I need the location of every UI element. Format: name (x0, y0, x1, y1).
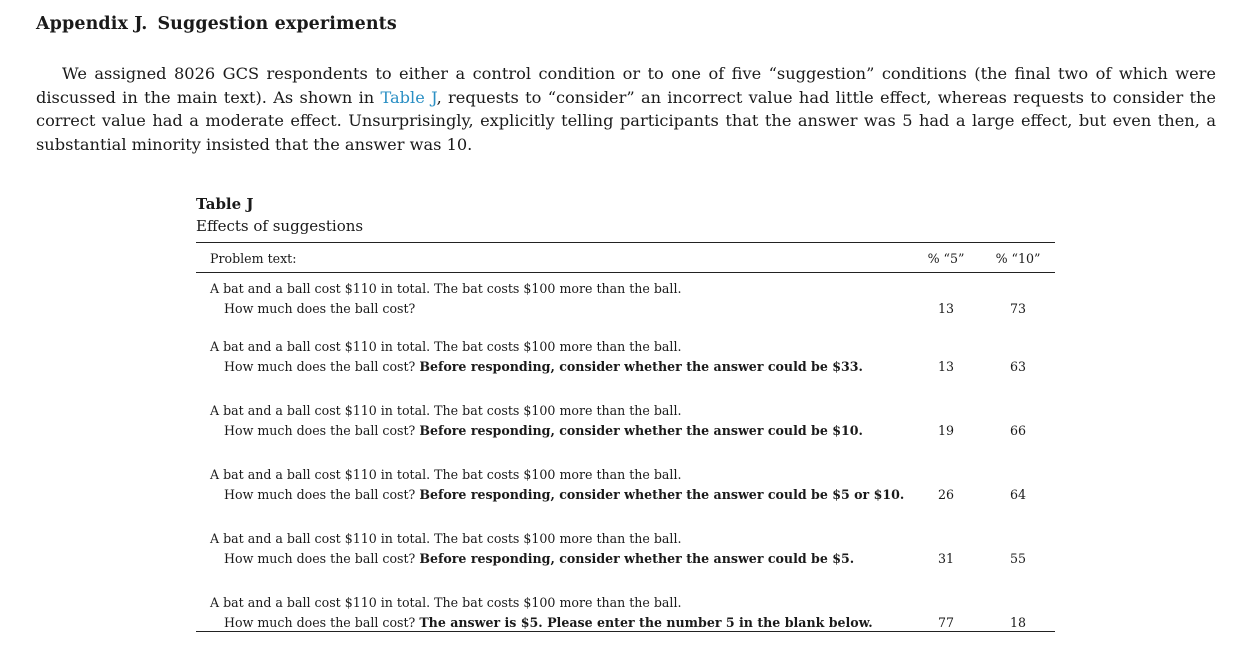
table-bottom-rule (196, 631, 1055, 632)
problem-line-2: How much does the ball cost? The answer is $5. Please enter the number 5 in the blank below. (224, 615, 873, 630)
table-caption: Effects of suggestions (196, 217, 364, 235)
table-row (196, 523, 1055, 587)
problem-line-1: A bat and a ball cost $110 in total. The bat costs $100 more than the ball. (210, 281, 682, 296)
problem-line-2: How much does the ball cost? Before responding, consider whether the answer could be $33. (224, 359, 863, 374)
problem-line-1: A bat and a ball cost $110 in total. The bat costs $100 more than the ball. (210, 531, 682, 546)
pct-10-value: 18 (1009, 615, 1027, 630)
table-row (196, 331, 1055, 395)
table-header-row (196, 243, 1055, 272)
pct-5-value: 77 (937, 615, 955, 630)
table-row (196, 459, 1055, 523)
table-row (196, 395, 1055, 459)
table-reference-link[interactable]: Table J (380, 87, 437, 107)
pct-5-value: 31 (937, 551, 955, 566)
table-row (196, 273, 1055, 331)
pct-10-value: 55 (1009, 551, 1027, 566)
section-heading (36, 14, 397, 34)
pct-10-value: 64 (1009, 487, 1027, 502)
pct-10-value: 73 (1009, 301, 1027, 316)
problem-line-2: How much does the ball cost? Before responding, consider whether the answer could be $5 or $10. (224, 487, 905, 502)
pct-10-value: 63 (1009, 359, 1027, 374)
problem-line-2: How much does the ball cost? Before responding, consider whether the answer could be $5. (224, 551, 855, 566)
problem-line-2: How much does the ball cost? (224, 301, 416, 316)
section-label: Appendix J. (36, 14, 148, 34)
header-problem-text: Problem text: (210, 251, 297, 266)
paragraph-text-start: We assigned 8026 GCS respondents to either a control condition or to one of five “suggestion” conditions (the final two of which were discussed in the main text). As shown in (36, 64, 1216, 107)
problem-line-2: How much does the ball cost? Before responding, consider whether the answer could be $10. (224, 423, 863, 438)
pct-5-value: 19 (937, 423, 955, 438)
pct-5-value: 26 (937, 487, 955, 502)
table-j (196, 195, 1055, 632)
header-pct-5: % “5” (927, 251, 965, 266)
table-label: Table J (196, 195, 254, 213)
problem-line-1: A bat and a ball cost $110 in total. The bat costs $100 more than the ball. (210, 595, 682, 610)
section-title: Suggestion experiments (157, 14, 397, 34)
problem-line-1: A bat and a ball cost $110 in total. The bat costs $100 more than the ball. (210, 339, 682, 354)
table-row (196, 587, 1055, 631)
header-pct-10: % “10” (995, 251, 1041, 266)
pct-5-value: 13 (937, 359, 955, 374)
pct-5-value: 13 (937, 301, 955, 316)
paragraph-text-end: , requests to “consider” an incorrect value had little effect, whereas requests to consider the correct value had a moderate effect. Unsurprisingly, explicitly telling participants that the answer was 5 had a large effect, but even then, a substantial minority insisted that the answer was 10. (36, 87, 1216, 154)
problem-line-1: A bat and a ball cost $110 in total. The bat costs $100 more than the ball. (210, 403, 682, 418)
body-paragraph (36, 62, 1216, 156)
pct-10-value: 66 (1009, 423, 1027, 438)
problem-line-1: A bat and a ball cost $110 in total. The bat costs $100 more than the ball. (210, 467, 682, 482)
